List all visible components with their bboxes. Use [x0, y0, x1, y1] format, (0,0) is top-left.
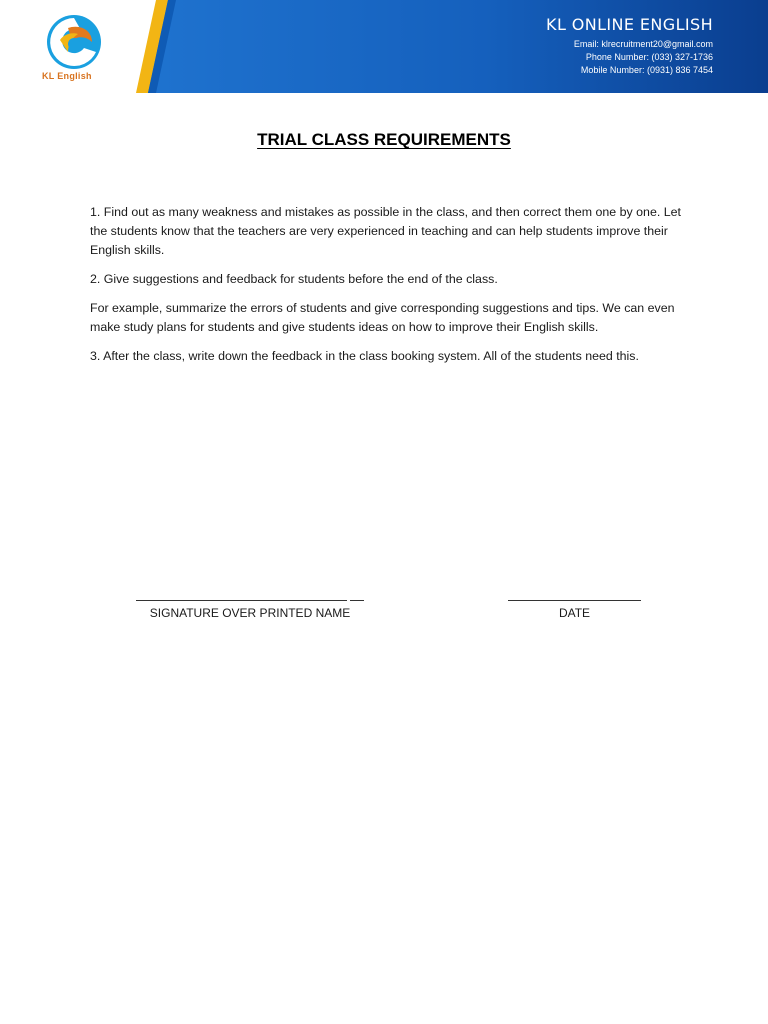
requirement-1: 1. Find out as many weakness and mistakes as possible in the class, and then correct them one by one. Let the students know that the teachers are very experienced in teaching and can help students improve their English skills.	[90, 205, 681, 257]
date-label: DATE	[558, 606, 591, 620]
requirement-2: 2. Give suggestions and feedback for students before the end of the class.	[90, 272, 498, 286]
date-line	[508, 600, 641, 603]
signature-block	[136, 600, 364, 620]
requirements-list	[90, 203, 690, 376]
company-name: KL ONLINE ENGLISH	[546, 15, 713, 34]
company-contact	[546, 14, 713, 77]
logo-text: KL English	[42, 71, 92, 81]
signature-label: SIGNATURE OVER PRINTED NAME	[149, 606, 351, 620]
email-line: Email: klrecruitment20@gmail.com	[573, 39, 713, 49]
document-title: TRIAL CLASS REQUIREMENTS	[257, 130, 511, 149]
mobile-line: Mobile Number: (0931) 836 7454	[580, 65, 713, 75]
requirement-3: 3. After the class, write down the feedback in the class booking system. All of the students need this.	[90, 349, 639, 363]
letterhead	[0, 0, 768, 93]
requirement-2-example: For example, summarize the errors of students and give corresponding suggestions and tips. We can even make study plans for students and give students ideas on how to improve their English skills.	[90, 301, 675, 334]
signature-line	[136, 600, 364, 603]
phone-line: Phone Number: (033) 327-1736	[585, 52, 713, 62]
date-block	[508, 600, 641, 620]
